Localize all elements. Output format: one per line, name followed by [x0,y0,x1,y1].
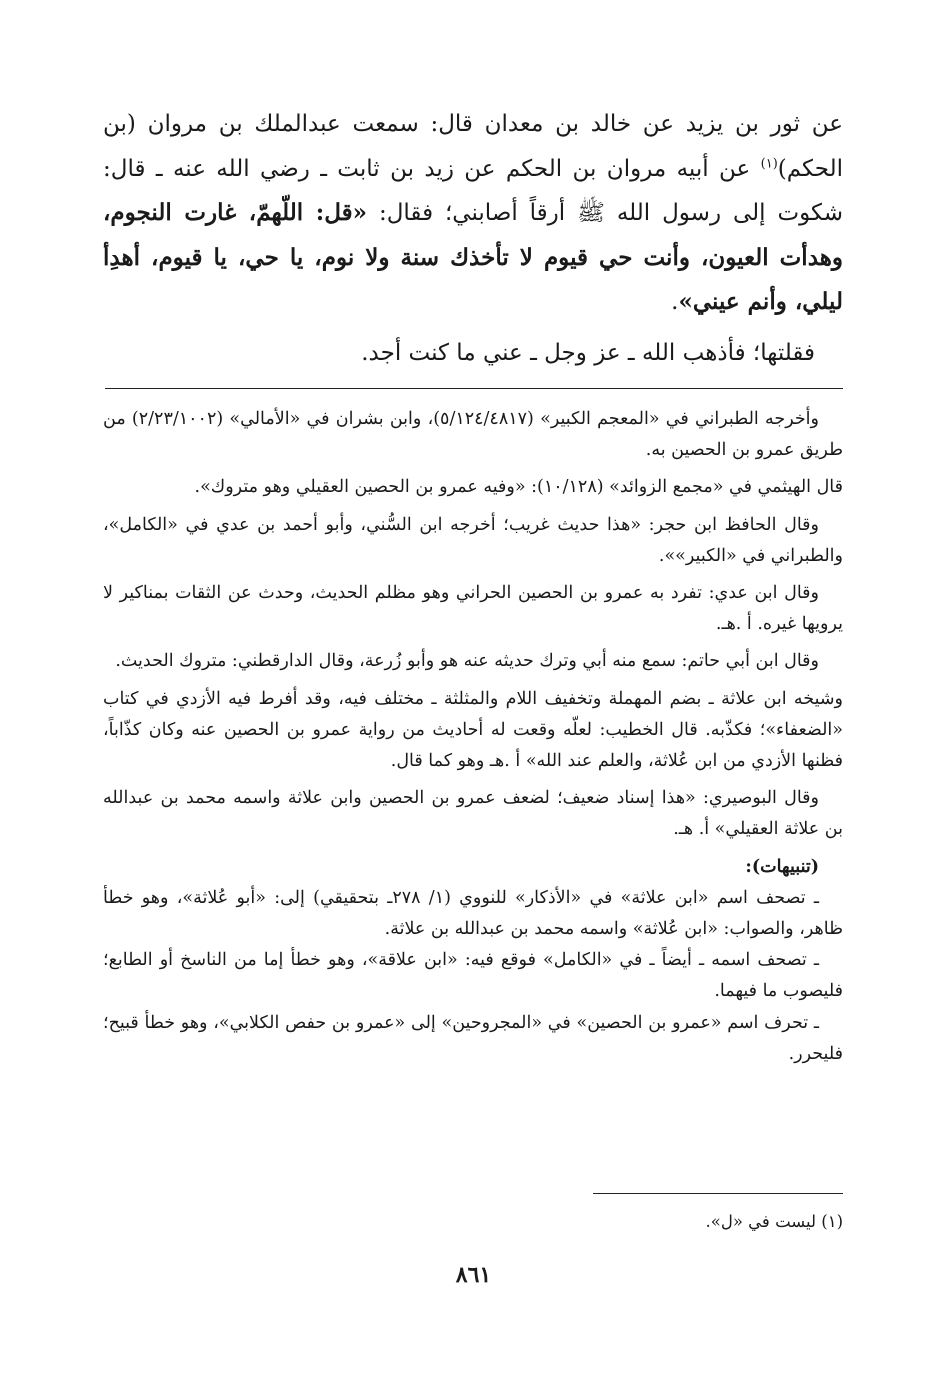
note-paragraph: وقال البوصيري: «هذا إسناد ضعيف؛ لضعف عمرو بن الحصين وابن علاثة واسمه محمد بن عبدالله بن علاثة العقيلي» أ. هـ. [103,788,843,840]
commentary-notes [103,404,843,1070]
notes-heading: (تنبيهات): [745,856,819,877]
dua-text: «قل: اللّهمّ، غارت النجوم، وهدأت العيون، وأنت حي قيوم لا تأخذك سنة ولا نوم، يا حي، يا قيوم، أهدِأ ليلي، وأنم عيني» [103,199,843,315]
main-paragraph-2: فقلتها؛ فأذهب الله ـ عز وجل ـ عني ما كنت أجد. [361,339,815,366]
note-paragraph: قال الهيثمي في «مجمع الزوائد» (١٠/١٢٨): «وفيه عمرو بن الحصين العقيلي وهو متروك». [194,477,843,498]
footnote [103,1208,843,1236]
note-item: ـ تحرف اسم «عمرو بن الحصين» في «المجروحين» إلى «عمرو بن حفص الكلابي»، وهو خطأ قبيح؛ فليحرر. [103,1012,843,1064]
page-number: ٨٦١ [455,1262,492,1288]
separator-rule [105,388,843,389]
note-paragraph: وقال ابن أبي حاتم: سمع منه أبي وترك حديثه عنه هو وأبو زُرعة، وقال الدارقطني: متروك الحديث. [115,651,819,672]
note-paragraph: وقال الحافظ ابن حجر: «هذا حديث غريب؛ أخرجه ابن السُّني، وأبو أحمد بن عدي في «الكامل»، والطبراني في «الكبير»». [103,514,843,566]
note-item: ـ تصحف اسم «ابن علاثة» في «الأذكار» للنووي (١/ ٢٧٨ـ بتحقيقي) إلى: «أبو عُلاثة»، وهو خطأ ظاهر، والصواب: «ابن عُلاثة» واسمه محمد بن عبدالله بن علاثة. [103,887,843,940]
note-paragraph: وشيخه ابن علاثة ـ بضم المهملة وتخفيف اللام والمثلثة ـ مختلف فيه، وقد أفرط فيه الأزدي في كتاب «الضعفاء»؛ فكذّبه. قال الخطيب: لعلّه وقعت له أحاديث من رواية عمرو بن الحصين عنه وكان كذّاباً، فظنها الأزدي من ابن عُلاثة، والعلم عند الله» أ .هـ وهو كما قال. [103,688,843,772]
note-paragraph: وأخرجه الطبراني في «المعجم الكبير» (٥/١٢٤/٤٨١٧)، وابن بشران في «الأمالي» (٢/٢٣/١٠٠٢) من طريق عمرو بن الحصين به. [103,409,843,461]
main-text [103,102,843,375]
main-text-segment: عن ثور بن يزيد عن خالد بن معدان قال: سمعت عبدالملك بن مروان (بن الحكم) [103,111,843,182]
main-paragraph-1 [103,102,843,325]
footnote-reference: (١) [760,155,778,171]
footnote-marker: (١) [821,1212,843,1231]
main-text-segment: عن أبيه مروان بن الحكم عن زيد بن ثابت ـ رضي الله عنه ـ قال: شكوت إلى رسول الله ﷺ أرقاً أصابني؛ فقال: [103,155,843,226]
main-text-segment: . [671,289,679,315]
footnote-text: ليست في «ل». [705,1212,816,1231]
footnote-rule [593,1193,843,1194]
note-paragraph: وقال ابن عدي: تفرد به عمرو بن الحصين الحراني وهو مظلم الحديث، وحدث عن الثقات بمناكير لا يرويها غيره. أ .هـ. [103,583,843,635]
note-item: ـ تصحف اسمه ـ أيضاً ـ في «الكامل» فوقع فيه: «ابن علاقة»، وهو خطأ إما من الناسخ أو الطابع؛ فليصوب ما فيهما. [103,950,843,1002]
